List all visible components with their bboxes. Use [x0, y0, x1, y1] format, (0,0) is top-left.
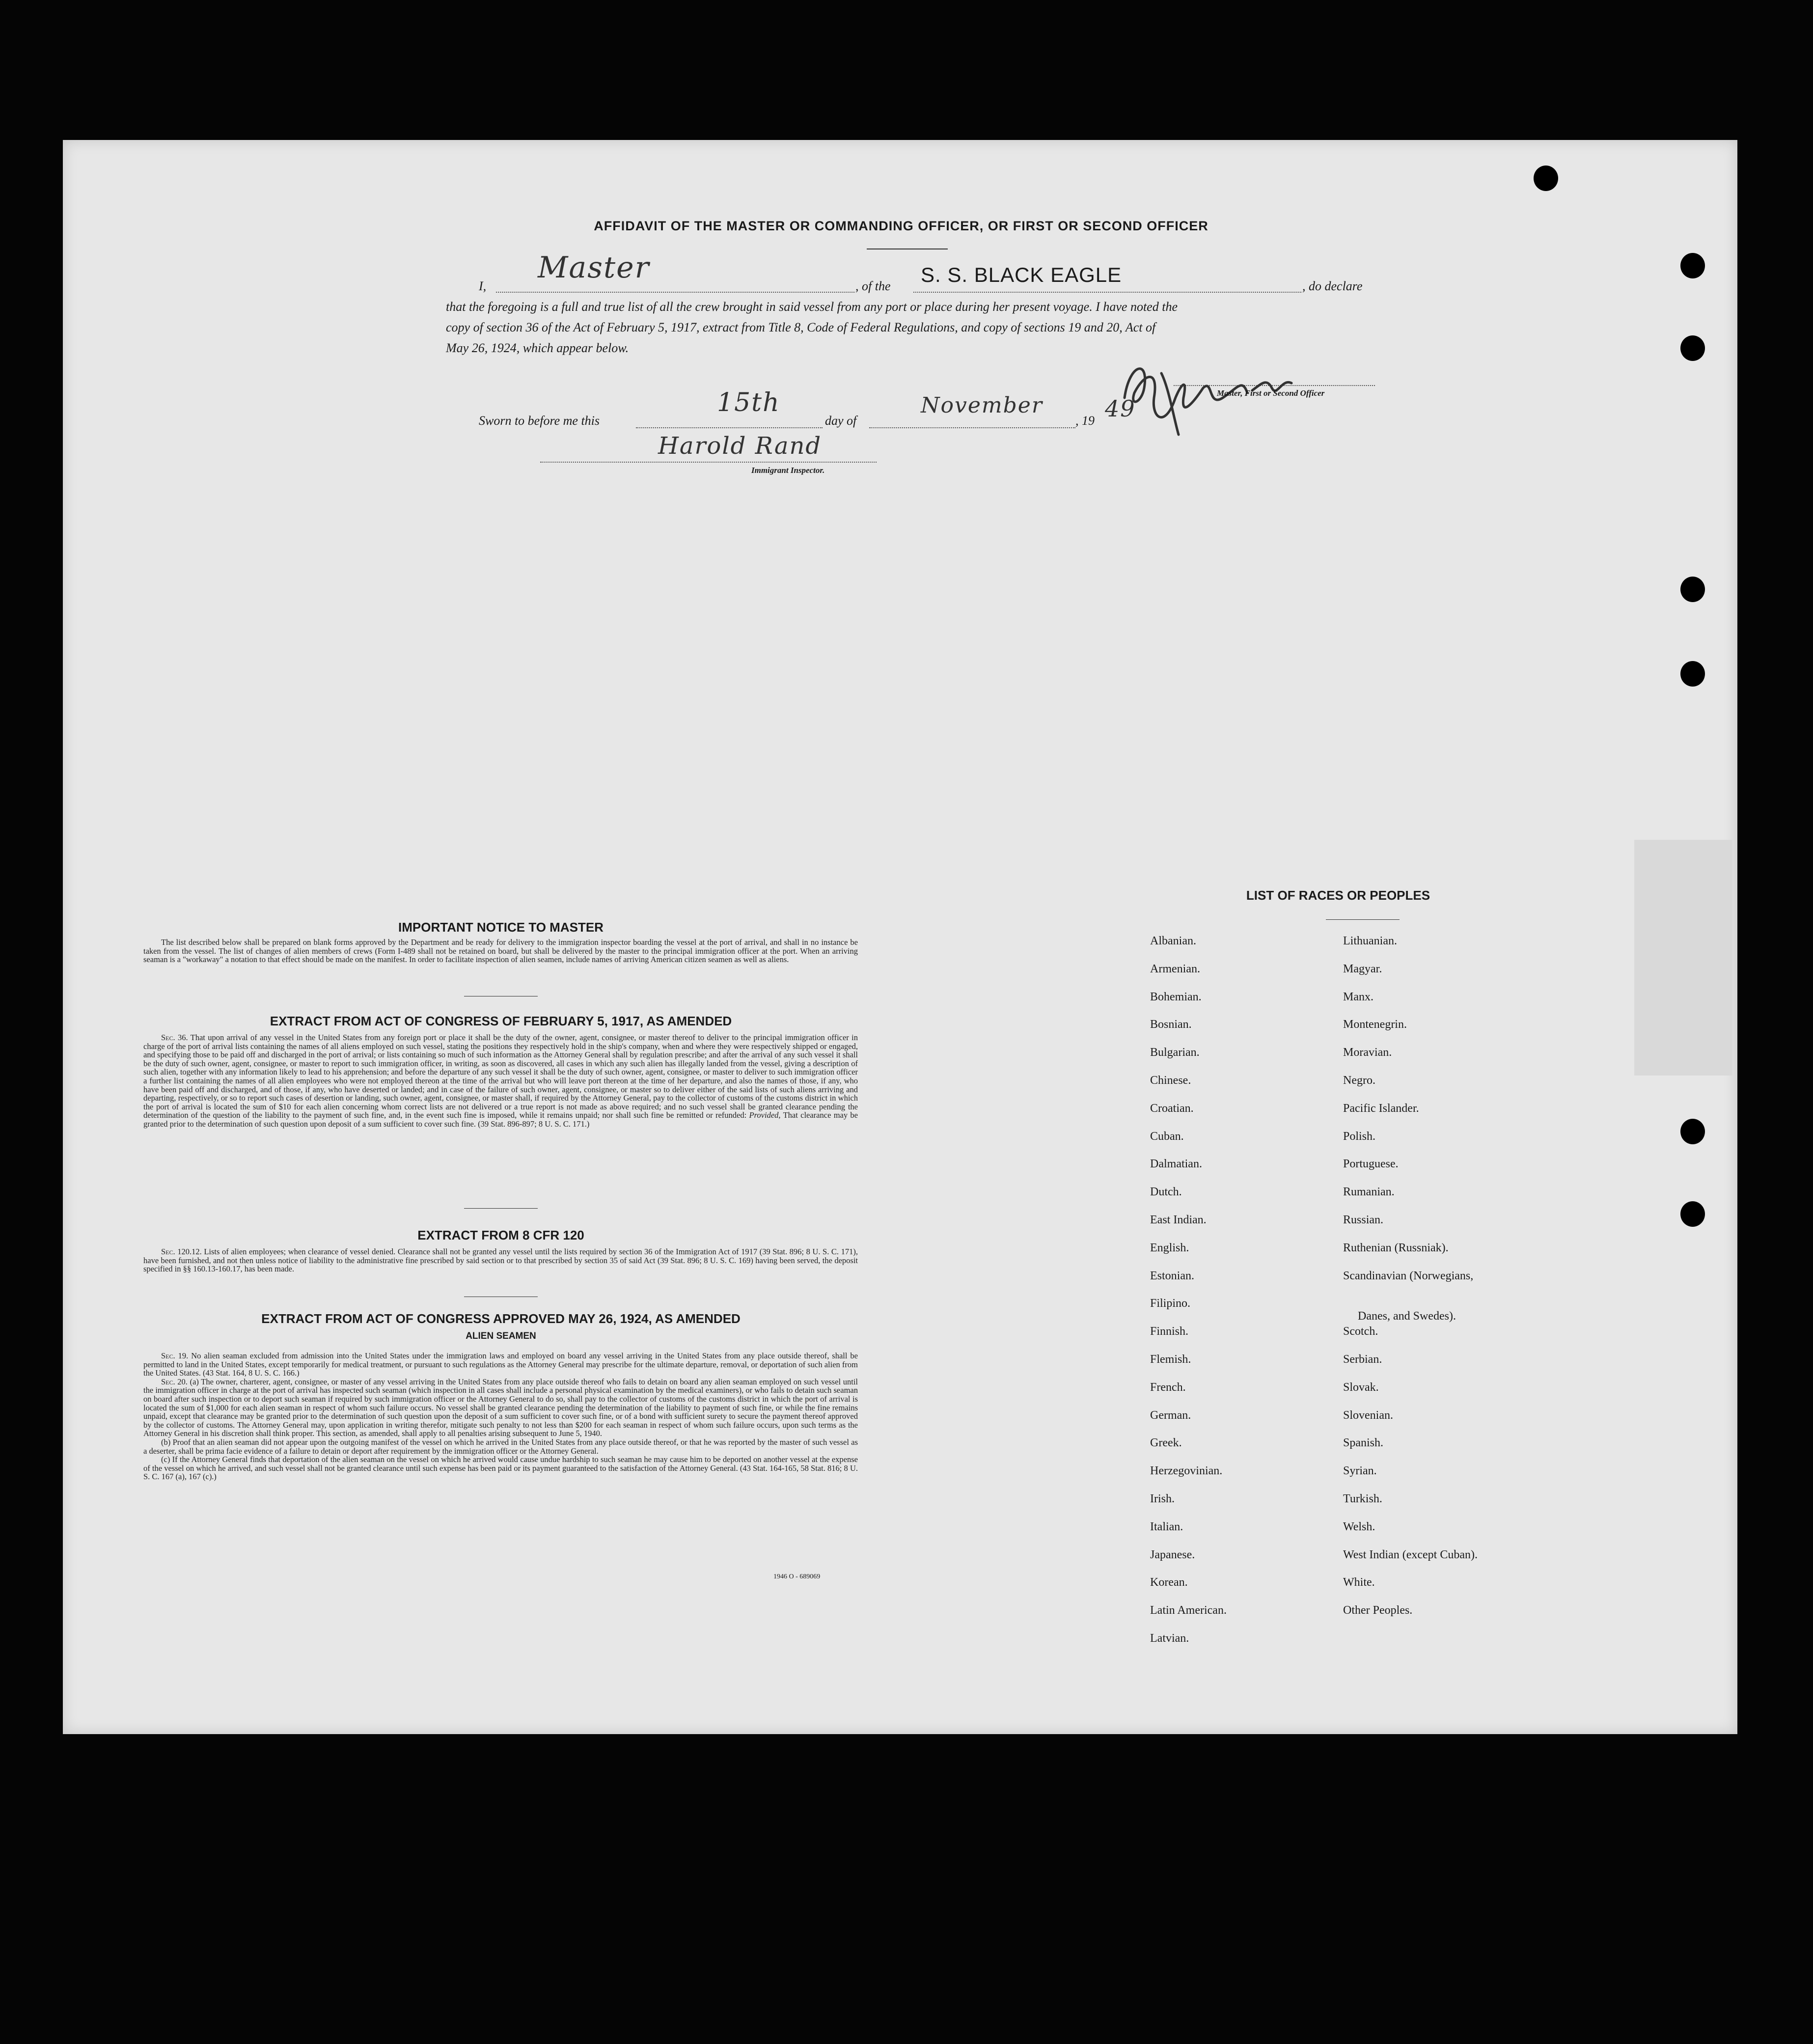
vessel-name: S. S. BLACK EAGLE	[921, 263, 1122, 286]
month-handwritten: November	[921, 393, 1043, 418]
race-item: Negro.	[1343, 1074, 1375, 1087]
inspector-signature-line	[540, 462, 877, 463]
page-tab-shadow	[1634, 840, 1732, 1076]
extract-cfr-text	[143, 1247, 858, 1273]
extract-cfr-title: EXTRACT FROM 8 CFR 120	[417, 1228, 584, 1243]
race-item: West Indian (except Cuban).	[1343, 1548, 1478, 1561]
print-code: 1946 O - 689069	[773, 1573, 821, 1580]
race-item: Portuguese.	[1343, 1158, 1399, 1171]
races-divider	[1326, 919, 1400, 920]
race-item: Welsh.	[1343, 1520, 1375, 1533]
race-item: Spanish.	[1343, 1436, 1384, 1450]
day-blank	[636, 427, 823, 428]
binder-hole-icon	[1680, 253, 1705, 278]
race-item: English.	[1150, 1241, 1189, 1254]
declaration-i-label: I,	[479, 279, 487, 293]
race-item: Lithuanian.	[1343, 935, 1397, 947]
declaration-line-2: that the foregoing is a full and true list of all the crew brought in said vessel from any port or place during her present voyage. I have noted the	[446, 300, 1178, 314]
race-item: Turkish.	[1343, 1492, 1382, 1505]
race-item: Syrian.	[1343, 1464, 1377, 1478]
section-20-label: Sec. 20.	[161, 1377, 188, 1386]
day-of-label: day of	[825, 414, 857, 428]
section-20b-body: (b) Proof that an alien seaman did not appear upon the outgoing manifest of the vessel on which he arrived in the United States from any place outside thereof, or that he was reported by the master of such vessel as a deserter, shall be prima facie evidence of a failure to detain or deport after requirement by the immigration officer or the Attorney General.	[143, 1437, 858, 1456]
signature-caption: Master, First or Second Officer	[1217, 388, 1325, 398]
race-item: Flemish.	[1150, 1353, 1191, 1366]
races-title: LIST OF RACES OR PEOPLES	[1246, 888, 1430, 903]
year-prefix: , 19	[1075, 414, 1095, 428]
race-item: Irish.	[1150, 1492, 1175, 1505]
extract-1924-title: EXTRACT FROM ACT OF CONGRESS APPROVED MAY 26, 1924, AS AMENDED	[261, 1311, 741, 1326]
race-item: Scandinavian (Norwegians,	[1343, 1269, 1474, 1282]
race-item: Cuban.	[1150, 1130, 1184, 1143]
declare-label: , do declare	[1302, 279, 1363, 293]
name-blank	[496, 292, 854, 293]
race-item: Finnish.	[1150, 1325, 1189, 1338]
inspector-signature: Harold Rand	[658, 432, 822, 460]
race-item: Korean.	[1150, 1576, 1188, 1589]
race-item: Herzegovinian.	[1150, 1464, 1223, 1478]
race-item: German.	[1150, 1409, 1191, 1422]
race-item: Albanian.	[1150, 935, 1196, 947]
binder-hole-icon	[1680, 335, 1705, 361]
race-item: Bulgarian.	[1150, 1046, 1200, 1059]
race-item: Dalmatian.	[1150, 1158, 1202, 1171]
race-item: Chinese.	[1150, 1074, 1191, 1087]
race-item: Scotch.	[1343, 1325, 1378, 1338]
notice-text	[143, 938, 858, 964]
race-item: Bohemian.	[1150, 990, 1202, 1003]
race-item: Montenegrin.	[1343, 1018, 1407, 1031]
section-36-body: That upon arrival of any vessel in the United States from any foreign port or place it shall be the duty of the owner, agent, consignee, or master thereof to deliver to the principal immigration officer in charge of the port of arrival lists containing the names of all aliens employed on such vessel, stating the positions they respectively hold in the ship's company, when and where they were respectively shipped or engaged, and specifying those to be paid off and discharged in the port of arrival; or lists containing so much of such information as the Attorney General shall by regulation prescribe; and after the arrival of any such vessel it shall be the duty of such owner, agent, consignee, or master to report to such immigration officer, in writing, as soon as discovered, all cases in which any such alien has illegally landed from the vessel, giving a description of such alien, together with any information likely to lead to his apprehension; and before the departure of any such vessel it shall be the duty of such owner, agent, consignee, or master to deliver to such immigration officer a further list containing the names of all alien employees who were not employed thereon at the time of the arrival but who will leave port thereon at the time of her departure, and also the names of those, if any, who have been paid off and discharged, and of those, if any, who have deserted or landed; and in case of the failure of such owner, agent, consignee, or master so to deliver either of the said lists of such aliens arriving and departing, respectively, or so to report such cases of desertion or landing, such owner, agent, consignee, or master shall, if required by the Attorney General, pay to the collector of customs of the customs district in which the port of arrival is located the sum of $10 for each alien concerning whom correct lists are not delivered or a true report is not made as above required; and no such vessel shall be granted clearance pending the determination of the question of the liability to the payment of such fine, and, in the event such fine is imposed, while it remains unpaid; nor shall such fine be remitted or refunded:	[143, 1033, 858, 1120]
vessel-blank	[913, 292, 1301, 293]
race-item: Moravian.	[1343, 1046, 1392, 1059]
year-handwritten: 49	[1105, 395, 1136, 422]
extract-1917-text	[143, 1033, 858, 1129]
race-item: Filipino.	[1150, 1297, 1191, 1310]
document-page	[63, 140, 1737, 1734]
race-item: Latvian.	[1150, 1632, 1189, 1645]
section-120-body: Lists of alien employees; when clearance of vessel denied. Clearance shall not be granted any vessel until the lists required by section 36 of the Immigration Act of 1917 (39 Stat. 896; 8 U. S. C. 171), have been furnished, and not then unless notice of liability to the administrative fine prescribed by said section or to that prescribed by section 35 of said Act (39 Stat. 896; 8 U. S. C. 169) having been served, the deposit specified in §§ 160.13-160.17, has been made.	[143, 1247, 858, 1274]
extract-1917-divider	[464, 1208, 538, 1209]
race-item: Polish.	[1343, 1130, 1376, 1143]
race-item: Pacific Islander.	[1343, 1102, 1419, 1115]
race-item: Japanese.	[1150, 1548, 1195, 1561]
of-the-label: , of the	[855, 279, 891, 293]
race-item: Manx.	[1343, 990, 1373, 1003]
race-item: Ruthenian (Russniak).	[1343, 1241, 1449, 1254]
day-handwritten: 15th	[717, 388, 780, 417]
binder-hole-icon	[1680, 661, 1705, 687]
section-120-label: Sec. 120.12.	[161, 1247, 202, 1256]
master-handwritten: Master	[538, 250, 650, 285]
extract-1924-subtitle: ALIEN SEAMEN	[466, 1331, 536, 1341]
race-item: Bosnian.	[1150, 1018, 1192, 1031]
inspector-caption: Immigrant Inspector.	[751, 466, 825, 475]
section-36-label: Sec. 36.	[161, 1033, 188, 1042]
section-20a-body: (a) The owner, charterer, agent, consignee, or master of any vessel arriving in the United States from any place outside thereof who fails to detain on board any alien seaman employed on such vessel until the immigration officer in charge at the port of arrival has inspected such seaman (which inspection in all cases shall include a personal physical examination by the medical examiners), or who fails to detain such seaman on board after such inspection or to deport such seaman if required by such immigration officer or the Attorney General to do so, shall pay to the collector of customs of the customs district in which the port of arrival is located the sum of $1,000 for each alien seaman in respect of whom such failure occurs. No vessel shall be granted clearance pending the determination of the liability to payment of such fine, or while the fine remains unpaid, except that clearance may be granted prior to the determination of such question upon the deposit of a sum sufficient to cover such fine, or of a bond with sufficient surety to secure the payment thereof approved by the collector of customs. The Attorney General may, upon application in writing therefor, mitigate such penalty to not less than $200 for each seaman in respect of whom such failure occurs, upon such terms as the Attorney General in his discretion shall think proper. This section, as amended, shall apply to all penalties arising subsequent to June 5, 1940.	[143, 1377, 858, 1438]
binder-hole-icon	[1680, 577, 1705, 602]
month-blank	[869, 427, 1075, 428]
race-item: Slovenian.	[1343, 1409, 1393, 1422]
race-item: Other Peoples.	[1343, 1604, 1413, 1617]
notice-paragraph: The list described below shall be prepared on blank forms approved by the Department and be ready for delivery to the immigration inspector boarding the vessel at the port of arrival, and shall in no instance be taken from the vessel. The list of changes of alien members of crews (Form I-489 shall not be retained on board, but shall be delivered by the master to the principal immigration officer at the port. When an arriving seaman is a "workaway" a notation to that effect should be made on the manifest. In order to facilitate inspection of alien seamen, include names of arriving American citizen seamen as well as aliens.	[143, 938, 858, 965]
race-item: Magyar.	[1343, 962, 1382, 975]
race-item: Danes, and Swedes).	[1358, 1310, 1456, 1323]
race-item: Greek.	[1150, 1436, 1182, 1450]
race-item: East Indian.	[1150, 1214, 1207, 1226]
race-item: Serbian.	[1343, 1353, 1382, 1366]
declaration-line-4: May 26, 1924, which appear below.	[446, 341, 629, 355]
race-item: Latin American.	[1150, 1604, 1227, 1617]
race-item: French.	[1150, 1381, 1186, 1394]
extract-1917-title: EXTRACT FROM ACT OF CONGRESS OF FEBRUARY 5, 1917, AS AMENDED	[270, 1014, 732, 1028]
section-20c-body: (c) If the Attorney General finds that deportation of the alien seaman on the vessel on which he arrived would cause undue hardship to such seaman he may cause him to be deported on another vessel at the expense of the vessel on which he arrived, and such vessel shall not be granted clearance until such expense has been paid or its payment guaranteed to the satisfaction of the Attorney General. (43 Stat. 164-165, 58 Stat. 816; 8 U. S. C. 167 (a), 167 (c).)	[143, 1455, 858, 1482]
binder-hole-icon	[1680, 1201, 1705, 1227]
race-item: Estonian.	[1150, 1269, 1194, 1282]
race-item: Armenian.	[1150, 962, 1200, 975]
race-item: White.	[1343, 1576, 1375, 1589]
binder-hole-icon	[1534, 166, 1558, 191]
race-item: Russian.	[1343, 1214, 1384, 1226]
extract-1924-text	[143, 1352, 858, 1481]
race-item: Croatian.	[1150, 1102, 1194, 1115]
section-19-body: No alien seaman excluded from admission into the United States under the immigration laws and employed on board any vessel arriving in the United States from any place outside thereof, shall be permitted to land in the United States, except temporarily for medical treatment, or pursuant to such regulations as the Attorney General may prescribe for the ultimate departure, removal, or deportation of such alien from the United States. (43 Stat. 164, 8 U. S. C. 166.)	[143, 1351, 858, 1378]
race-item: Italian.	[1150, 1520, 1183, 1533]
race-item: Dutch.	[1150, 1186, 1182, 1199]
provided-label: Provided,	[749, 1110, 781, 1120]
sworn-label: Sworn to before me this	[479, 414, 600, 428]
affidavit-title: AFFIDAVIT OF THE MASTER OR COMMANDING OFFICER, OR FIRST OR SECOND OFFICER	[594, 219, 1209, 233]
section-36-end: That clearance may be granted prior to the determination of such question upon deposit of a sum sufficient to cover such fine. (39 Stat. 896-897; 8 U. S. C. 171.)	[143, 1110, 858, 1129]
race-item: Slovak.	[1343, 1381, 1379, 1394]
declaration-line-3: copy of section 36 of the Act of February 5, 1917, extract from Title 8, Code of Federal Regulations, and copy of sections 19 and 20, Act of	[446, 320, 1156, 334]
race-item: Rumanian.	[1343, 1186, 1395, 1199]
section-19-label: Sec. 19.	[161, 1351, 189, 1360]
binder-hole-icon	[1680, 1119, 1705, 1144]
notice-title: IMPORTANT NOTICE TO MASTER	[398, 920, 604, 935]
